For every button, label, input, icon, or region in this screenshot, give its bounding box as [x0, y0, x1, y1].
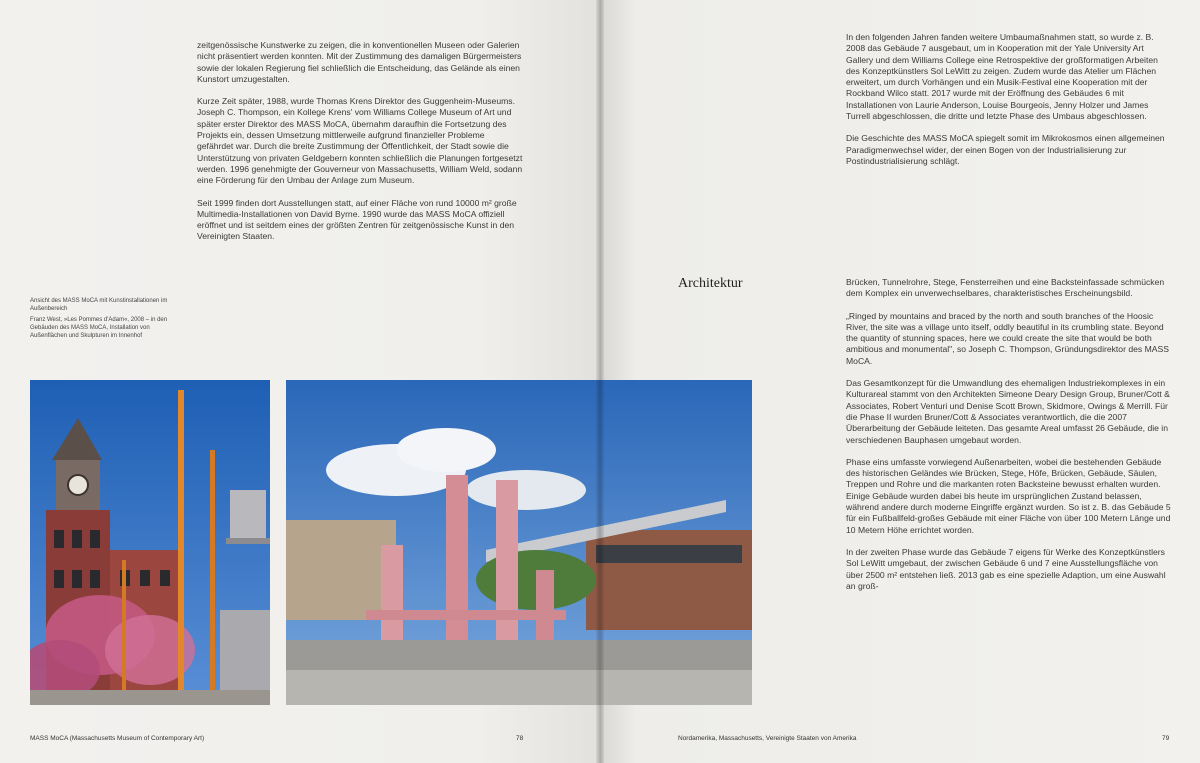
caption-line: Ansicht des MASS MoCA mit Kunstinstallationen im Außenbereich	[30, 298, 168, 312]
right-top-text-column	[846, 32, 1172, 178]
right-footer-title: Nordamerika, Massachusetts, Vereinigte Staaten von Amerika	[678, 735, 857, 742]
book-gutter	[596, 0, 604, 763]
right-paragraph: Das Gesamtkonzept für die Umwandlung des ehemaligen Industriekomplexes in ein Kulturareal stammt von den Architekten Simeone Deary Design Group, Bruner/Cott & Associates, Robert Venturi und Denise Scott Brown, Skidmore, Owings & Merrill. Für die Phase II wurden Bruner/Cott & Associates verantwortlich, die die 2007 Überarbeitung der Gebäude leiteten. Das gesamte Areal umfasst 26 Gebäude, die in verschiedenen Bauphasen umgebaut worden.	[846, 378, 1170, 445]
right-paragraph: „Ringed by mountains and braced by the north and south branches of the Hoosic River, the site was a village unto itself, oddly beautiful in its crumbling state. Beyond the quantity of stunning spaces, here we could create the site that would be both ambitious and monumental", so Joseph C. Thompson, Gründungsdirektor des MASS MoCA.	[846, 310, 1169, 366]
left-paragraph: zeitgenössische Kunstwerke zu zeigen, die in konventionellen Museen oder Galerien nicht präsentiert werden konnten. Mit der Zustimmung des damaligen Bürgermeisters sowie der lokalen Regierung fiel schließlich die Entscheidung, das Gelände als einen Kunstort umzugestalten.	[197, 40, 522, 84]
right-paragraph: In den folgenden Jahren fanden weitere Umbaumaßnahmen statt, so wurde z. B. 2008 das Gebäude 7 ausgebaut, um in Kooperation mit der Yale University Art Gallery und dem Williams College eine Retrospektive der großformatigen Arbeiten des Konzeptkünstlers Sol LeWitt zu zeigen. Zudem wurde das Atelier um Flächen erweitert, um durch Vorhängen und ein Musik-Festival eine Kooperation mit der Rockband Wilco statt. 2017 wurde mit der Eröffnung des Gebäudes 6 mit Installationen von Laurie Anderson, Louise Bourgeois, Jenny Holzer und James Turrell abgeschlossen, die dritte und letzte Phase des Umbaus abgeschlossen.	[846, 32, 1158, 122]
photo-tower-building	[30, 380, 270, 705]
right-paragraph: Brücken, Tunnelrohre, Stege, Fensterreihen und eine Backsteinfassade schmücken dem Komplex ein unverwechselbares, charakteristisches Erscheinungsbild.	[846, 277, 1165, 299]
photo-tower-building-image	[30, 380, 270, 705]
right-page-number: 79	[1162, 735, 1170, 742]
left-footer-title: MASS MoCA (Massachusetts Museum of Contemporary Art)	[30, 735, 205, 742]
right-main-text-column	[846, 277, 1172, 603]
section-title: Architektur	[678, 276, 743, 291]
right-paragraph: Die Geschichte des MASS MoCA spiegelt somit im Mikrokosmos einen allgemeinen Paradigmenwechsel wider, der einen Bogen von der Industrialisierung zur Postindustrialisierung schlägt.	[846, 133, 1165, 166]
left-text-column	[197, 40, 523, 254]
photo-sculpture-courtyard	[286, 380, 752, 705]
left-page-number: 78	[516, 735, 524, 742]
left-paragraph: Kurze Zeit später, 1988, wurde Thomas Krens Direktor des Guggenheim-Museums. Joseph C. Thompson, ein Kollege Krens' vom Williams College Museum of Art und später erster Direktor des MASS MoCA, übernahm daraufhin die Fortsetzung des Projekts ein, dessen Umsetzung mittlerweile aufgrund finanzieller Probleme gefährdet war. Durch die breite Zustimmung der Öffentlichkeit, der Stadt sowie die Unterstützung von privaten Geldgebern konnten schließlich die Planungen fortgesetzt werden. 1996 genehmigte der Gouverneur von Massachusetts, William Weld, sodann eine Förderung für den Umbau der Anlage zum Museum.	[197, 96, 523, 186]
left-paragraph: Seit 1999 finden dort Ausstellungen statt, auf einer Fläche von rund 10000 m² große Multimedia-Installationen von David Byrne. 1990 wurde das MASS MoCA offiziell eröffnet und ist seitdem eines der größten Zentren für zeitgenössische Kunst in den Vereinigten Staaten.	[197, 197, 517, 242]
caption-line: Franz West, »Les Pommes d'Adam«, 2008 – in den Gebäuden des MASS MoCA, Installation von Außenflächen und Skulpturen im Innenhof	[30, 317, 168, 339]
image-captions	[30, 297, 180, 343]
right-paragraph: Phase eins umfasste vorwiegend Außenarbeiten, wobei die bestehenden Gebäude des historischen Geländes wie Brücken, Stege, Höfe, Brücken, Gebäude, Säulen, Treppen und Rohre und die markanten roten Backsteine bewusst erhalten wurden. Einige Gebäude wurden dabei bis heute im ursprünglichen Zustand belassen, während andere durch moderne Eingriffe ergänzt wurden. So ist z. B. das Gebäude 5 für ein Fußballfeld-großes Gebäude mit einer Fläche von über 100 Metern Länge und 10 Metern Höhe errichtet worden.	[846, 456, 1171, 535]
photo-sculpture-courtyard-image	[286, 380, 752, 705]
right-paragraph: In der zweiten Phase wurde das Gebäude 7 eigens für Werke des Konzeptkünstlers Sol LeWitt umgebaut, der zwischen Gebäude 6 und 7 eine Ausstellungsfläche von über 2500 m² entstehen ließ. 2013 gab es eine spezielle Adaption, um eine Auswahl an groß-	[846, 546, 1166, 591]
